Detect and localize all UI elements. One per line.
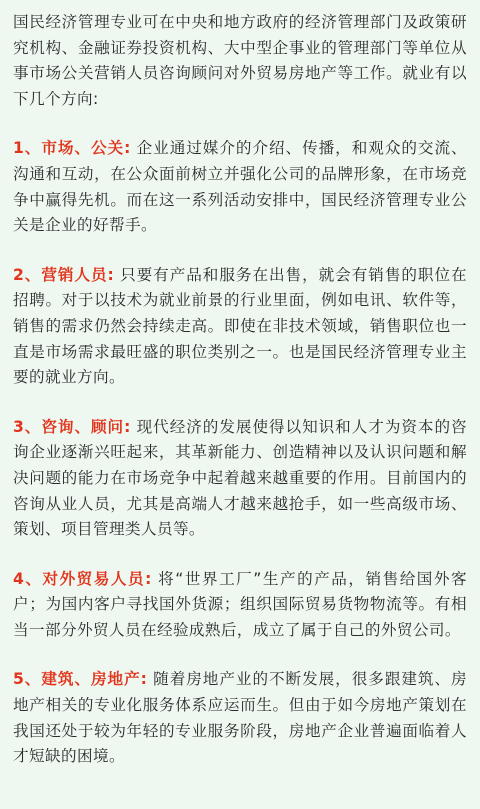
section-real-estate (13, 667, 467, 769)
section-consulting (13, 415, 467, 543)
section-heading: 1、市场、公关: (13, 139, 131, 158)
section-heading: 5、建筑、房地产: (13, 670, 148, 689)
section-text: 现代经济的发展使得以知识和人才为资本的咨询企业逐渐兴旺起来，其革新能力、创造精神以及认识问题和解决问题的能力在市场竞争中起着越来越重要的作用。目前国内的咨询从业人员，尤其是高端人才越来越抢手，如一些高级市场、策划、项目管理类人员等。 (13, 417, 467, 539)
intro-paragraph: 国民经济管理专业可在中央和地方政府的经济管理部门及政策研究机构、金融证券投资机构、大中型企事业的管理部门等单位从事市场公关营销人员咨询顾问对外贸易房地产等工作。就业有以下几个方向: (13, 13, 467, 108)
section-heading: 4、对外贸易人员: (13, 569, 152, 588)
section-heading: 3、咨询、顾问: (13, 417, 131, 436)
section-text: 只要有产品和服务在出售，就会有销售的职位在招聘。对于以技术为就业前景的行业里面，例如电讯、软件等，销售的需求仍然会持续走高。即使在非技术领域，销售职位也一直是市场需求最旺盛的职位类别之一。也是国民经济管理专业主要的就业方向。 (13, 265, 467, 387)
section-heading: 2、营销人员: (13, 265, 115, 284)
section-text: 企业通过媒介的介绍、传播，和观众的交流、沟通和互动，在公众面前树立并强化公司的品牌形象，在市场竞争中赢得先机。而在这一系列活动安排中，国民经济管理专业公关是企业的好帮手。 (13, 139, 467, 235)
section-market-pr (13, 136, 467, 238)
section-text: 随着房地产业的不断发展，很多跟建筑、房地产相关的专业化服务体系应运而生。但由于如今房地产策划在我国还处于较为年轻的专业服务阶段，房地产企业普遍面临着人才短缺的困境。 (13, 670, 467, 766)
section-sales (13, 263, 467, 391)
section-foreign-trade (13, 567, 467, 644)
section-text: 将“世界工厂”生产的产品，销售给国外客户；为国内客户寻找国外货源；组织国际贸易货物物流等。有相当一部分外贸人员在经验成熟后，成立了属于自己的外贸公司。 (13, 569, 467, 639)
